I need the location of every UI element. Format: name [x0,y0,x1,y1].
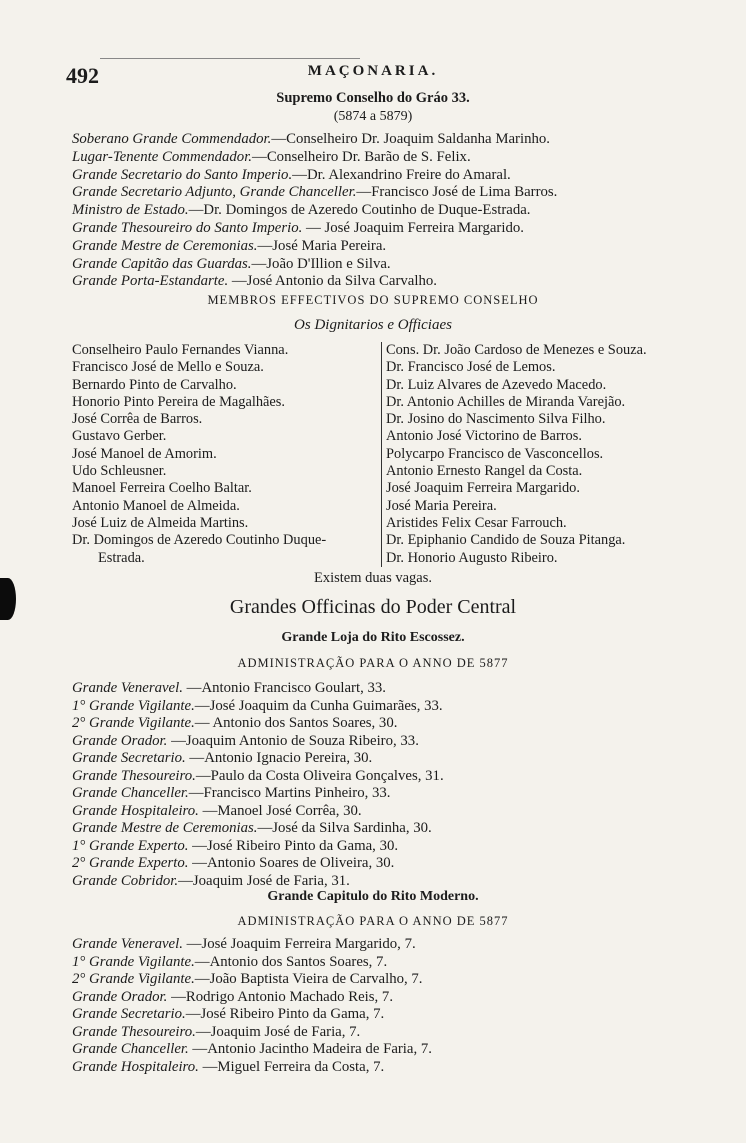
members-right-column [381,342,708,567]
supremo-officer-role: Ministro de Estado. [72,202,189,219]
loja-officer-name: —Paulo da Costa Oliveira Gonçalves, 31. [195,767,444,784]
member-name: Cons. Dr. João Cardoso de Menezes e Souza. [386,342,647,358]
loja-officer-role: 2° Grande Experto. [72,855,189,871]
supremo-officer-line [72,149,471,166]
supremo-officer-line [72,238,386,255]
loja-officer-role: Grande Chanceller. [72,785,189,801]
loja-officer-role: Grande Hospitaleiro. [72,802,199,819]
capitulo-officer-name: —Antonio Jacintho Madeira de Faria, 7. [188,1041,432,1057]
capitulo-officer-role: Grande Thesoureiro. [72,1023,196,1040]
loja-officer-role: 2° Grande Vigilante. [72,715,195,731]
capitulo-officer-line [72,1006,384,1023]
loja-officer-role: Grande Veneravel. [72,680,183,696]
loja-admin: ADMINISTRAÇÃO PARA O ANNO DE 5877 [237,656,509,670]
capitulo-officer-name: —José Ribeiro Pinto da Gama, 7. [185,1006,385,1022]
loja-officer-name: —Joaquim José de Faria, 31. [178,872,350,889]
member-name: Francisco José de Mello e Souza. [72,359,264,376]
supremo-officer-line [72,167,511,184]
loja-officer-line [72,698,443,715]
supremo-officer-line [72,256,391,273]
loja-officer-name: —José Ribeiro Pinto da Gama, 30. [188,837,399,854]
capitulo-officer-role: 1° Grande Vigilante. [72,953,195,970]
supremo-officer-role: Grande Capitão das Guardas. [72,255,252,272]
loja-officer-name: —Manoel José Corrêa, 30. [198,802,362,819]
member-name: Antonio José Victorino de Barros. [386,428,582,445]
member-name: Dr. Antonio Achilles de Miranda Varejão. [386,393,626,410]
supremo-officer-name: —João D'Illion e Silva. [251,255,391,272]
loja-officer-line [72,680,386,697]
member-name: Antonio Manoel de Almeida. [72,497,240,514]
member-name: José Luiz de Almeida Martins. [72,514,249,531]
supremo-officer-role: Soberano Grande Commendador. [72,131,272,147]
loja-officer-name: —Antonio Soares de Oliveira, 30. [188,855,395,871]
capitulo-officer-name: —João Baptista Vieira de Carvalho, 7. [194,971,423,987]
capitulo-officer-name: —Miguel Ferreira da Costa, 7. [198,1058,385,1075]
loja-officer-name: —Antonio Ignacio Pereira, 30. [185,750,373,766]
loja-officer-role: Grande Secretario. [72,750,186,766]
supremo-officer-name: —Francisco José de Lima Barros. [356,184,558,201]
supremo-officer-name: —Dr. Alexandrino Freire do Amaral. [292,166,511,183]
loja-officer-name: —José Joaquim da Cunha Guimarães, 33. [194,697,443,714]
supremo-officer-name: —Dr. Domingos de Azeredo Coutinho de Duque-Estrada. [188,202,531,219]
supremo-officer-line [72,131,550,148]
capitulo-title: Grande Capitulo do Rito Moderno. [267,889,479,904]
vagas-note: Existem duas vagas. [314,570,432,586]
loja-officer-role: Grande Mestre de Ceremonias. [72,820,258,836]
top-rule [100,58,360,59]
membros-heading: MEMBROS EFFECTIVOS DO SUPREMO CONSELHO [207,293,539,307]
member-name: Udo Schleusner. [72,463,167,480]
loja-officer-line [72,750,372,767]
member-name: Estrada. [98,549,145,566]
member-name: Dr. Domingos de Azeredo Coutinho Duque- [72,532,327,549]
member-name: Aristides Felix Cesar Farrouch. [386,514,567,531]
member-name: Conselheiro Paulo Fernandes Vianna. [72,342,289,358]
supremo-officer-role: Grande Secretario do Santo Imperio. [72,166,293,183]
loja-officer-role: Grande Orador. [72,732,168,749]
loja-officer-line [72,785,391,802]
capitulo-officer-line [72,1024,360,1041]
supremo-officer-role: Grande Mestre de Ceremonias. [72,237,258,254]
members-left-column [72,342,378,567]
loja-officer-role: Grande Cobridor. [72,872,179,889]
supremo-officer-name: —José Maria Pereira. [257,237,387,254]
membros-subheading: Os Dignitarios e Officiaes [294,317,452,333]
capitulo-officer-name: —Rodrigo Antonio Machado Reis, 7. [167,988,394,1005]
loja-officer-name: — Antonio dos Santos Soares, 30. [194,715,398,731]
supremo-officer-name: —Conselheiro Dr. Barão de S. Felix. [252,148,471,165]
loja-officer-line [72,733,419,750]
supremo-officer-role: Grande Thesoureiro do Santo Imperio. [72,220,303,236]
loja-officer-name: —José da Silva Sardinha, 30. [257,820,432,836]
capitulo-officer-line [72,1041,432,1058]
supremo-officer-role: Grande Secretario Adjunto, Grande Chanceller. [72,184,357,201]
loja-officer-line [72,803,362,820]
running-head: MAÇONARIA. [307,63,439,79]
loja-officer-role: 1° Grande Experto. [72,837,189,854]
member-name: Dr. Honorio Augusto Ribeiro. [386,549,558,566]
member-name: José Joaquim Ferreira Margarido. [386,480,580,497]
loja-officer-line [72,820,432,837]
page-number: 492 [66,63,99,88]
member-name: Dr. Luiz Alvares de Azevedo Macedo. [386,376,607,393]
capitulo-officer-name: —Joaquim José de Faria, 7. [195,1023,361,1040]
member-name: José Corrêa de Barros. [72,411,203,428]
member-name: José Manoel de Amorim. [72,445,217,462]
capitulo-officer-role: Grande Veneravel. [72,936,183,952]
capitulo-officer-line [72,989,393,1006]
capitulo-officer-line [72,954,387,971]
capitulo-admin: ADMINISTRAÇÃO PARA O ANNO DE 5877 [237,914,509,928]
member-name: Antonio Ernesto Rangel da Costa. [386,463,583,480]
capitulo-officer-role: Grande Secretario. [72,1006,186,1022]
supremo-officer-name: —Conselheiro Dr. Joaquim Saldanha Marinho. [271,131,550,147]
member-name: Bernardo Pinto de Carvalho. [72,376,237,393]
member-name: Dr. Francisco José de Lemos. [386,359,556,376]
member-name: Dr. Epiphanio Candido de Souza Pitanga. [386,532,626,549]
capitulo-officer-line [72,1059,384,1076]
supremo-officer-role: Grande Porta-Estandarte. [72,273,229,290]
supremo-officer-line [72,202,531,219]
loja-officer-line [72,838,398,855]
loja-officer-line [72,855,394,872]
member-name: Gustavo Gerber. [72,428,167,445]
capitulo-officer-name: —Antonio dos Santos Soares, 7. [194,953,388,970]
loja-title: Grande Loja do Rito Escossez. [281,630,465,645]
member-name: Polycarpo Francisco de Vasconcellos. [386,445,604,462]
supremo-officer-line [72,184,557,201]
capitulo-officer-role: Grande Hospitaleiro. [72,1058,199,1075]
member-name: Dr. Josino do Nascimento Silva Filho. [386,411,606,428]
supremo-officer-line [72,220,524,237]
supremo-officer-role: Lugar-Tenente Commendador. [72,148,253,165]
officinas-title: Grandes Officinas do Poder Central [229,596,517,618]
member-name: José Maria Pereira. [386,497,497,514]
loja-officer-role: 1° Grande Vigilante. [72,697,195,714]
capitulo-officer-line [72,971,423,988]
supremo-years: (5874 a 5879) [333,109,413,124]
loja-officer-name: —Antonio Francisco Goulart, 33. [182,680,386,696]
loja-officer-name: —Francisco Martins Pinheiro, 33. [188,785,391,801]
loja-officer-line [72,715,397,732]
capitulo-officer-name: —José Joaquim Ferreira Margarido, 7. [182,936,416,952]
supremo-officer-name: —José Antonio da Silva Carvalho. [228,273,437,290]
loja-officer-line [72,768,444,785]
loja-officer-line [72,873,350,890]
supremo-officer-line [72,273,437,290]
loja-officer-role: Grande Thesoureiro. [72,767,196,784]
capitulo-officer-role: 2° Grande Vigilante. [72,971,195,987]
capitulo-officer-line [72,936,416,953]
member-name: Manoel Ferreira Coelho Baltar. [72,480,252,497]
supremo-officer-name: — José Joaquim Ferreira Margarido. [302,220,524,236]
loja-officer-name: —Joaquim Antonio de Souza Ribeiro, 33. [167,732,419,749]
member-name: Honorio Pinto Pereira de Magalhães. [72,393,286,410]
capitulo-officer-role: Grande Chanceller. [72,1041,189,1057]
capitulo-officer-role: Grande Orador. [72,988,168,1005]
supremo-title: Supremo Conselho do Gráo 33. [276,90,470,106]
